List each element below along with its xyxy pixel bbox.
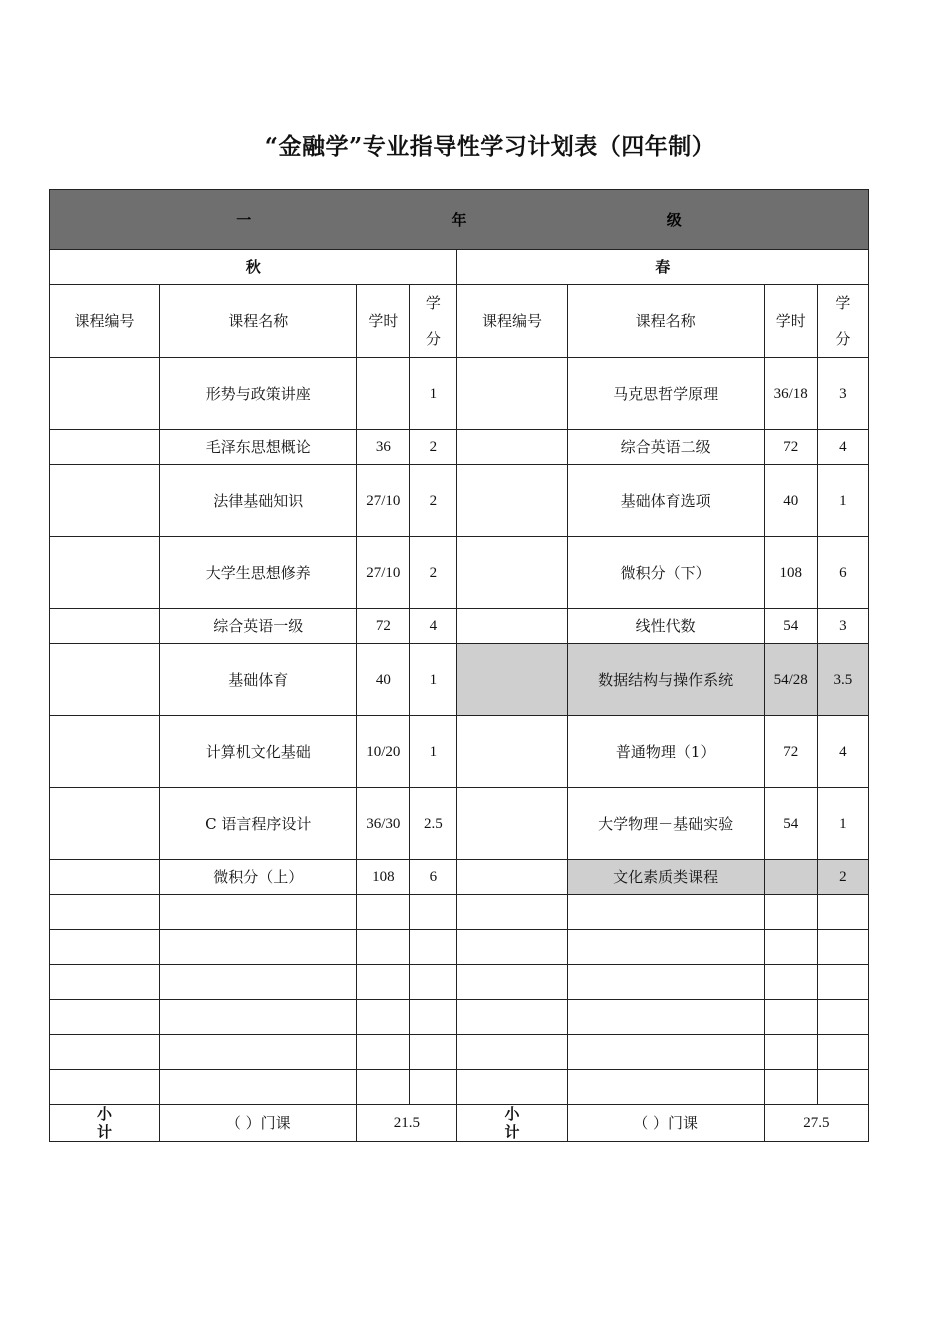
fall-hours: 36	[357, 430, 410, 465]
spring-course-name: 大学物理－基础实验	[567, 788, 764, 860]
spring-course-name: 线性代数	[567, 609, 764, 644]
spring-hours: 108	[764, 537, 817, 609]
header-hours: 学时	[764, 285, 817, 358]
fall-hours: 108	[357, 860, 410, 895]
spring-credit: 2	[817, 860, 868, 895]
grade-char-3: 级	[666, 210, 682, 229]
fall-course-name: 微积分（上）	[160, 860, 357, 895]
semester-spring: 春	[457, 250, 869, 285]
header-name: 课程名称	[567, 285, 764, 358]
header-name: 课程名称	[160, 285, 357, 358]
spring-code	[457, 860, 567, 895]
header-credit: 学分	[410, 285, 457, 358]
fall-course-count: （ ）门课	[160, 1105, 357, 1142]
spring-code	[457, 788, 567, 860]
spring-hours: 36/18	[764, 358, 817, 430]
fall-code	[50, 537, 160, 609]
semester-fall: 秋	[50, 250, 457, 285]
spring-hours	[764, 860, 817, 895]
spring-credit: 1	[817, 465, 868, 537]
table-row	[50, 609, 869, 644]
fall-course-name: 综合英语一级	[160, 609, 357, 644]
empty-row	[50, 930, 869, 965]
fall-credit: 1	[410, 644, 457, 716]
spring-course-count: （ ）门课	[567, 1105, 764, 1142]
fall-code	[50, 609, 160, 644]
fall-course-name: 毛泽东思想概论	[160, 430, 357, 465]
fall-credit: 2	[410, 430, 457, 465]
fall-hours: 36/30	[357, 788, 410, 860]
spring-course-name: 综合英语二级	[567, 430, 764, 465]
subtotal-row	[50, 1105, 869, 1142]
spring-code	[457, 537, 567, 609]
semester-row	[50, 250, 869, 285]
header-hours: 学时	[357, 285, 410, 358]
fall-credit: 2	[410, 537, 457, 609]
spring-credit: 3.5	[817, 644, 868, 716]
spring-course-name: 微积分（下）	[567, 537, 764, 609]
empty-row	[50, 1035, 869, 1070]
spring-subtotal-credit: 27.5	[764, 1105, 868, 1142]
spring-code	[457, 358, 567, 430]
fall-credit: 4	[410, 609, 457, 644]
table-row	[50, 430, 869, 465]
table-row	[50, 537, 869, 609]
fall-subtotal-credit: 21.5	[357, 1105, 457, 1142]
fall-course-name: C 语言程序设计	[160, 788, 357, 860]
header-credit: 学分	[817, 285, 868, 358]
fall-code	[50, 788, 160, 860]
table-row	[50, 716, 869, 788]
fall-course-name: 法律基础知识	[160, 465, 357, 537]
spring-hours: 40	[764, 465, 817, 537]
empty-row	[50, 965, 869, 1000]
fall-credit: 1	[410, 358, 457, 430]
grade-band-row	[50, 190, 869, 250]
fall-credit: 2.5	[410, 788, 457, 860]
header-code: 课程编号	[50, 285, 160, 358]
fall-hours: 10/20	[357, 716, 410, 788]
spring-credit: 3	[817, 358, 868, 430]
fall-code	[50, 430, 160, 465]
page-title: “金融学”专业指导性学习计划表（四年制）	[264, 133, 716, 160]
table-row	[50, 644, 869, 716]
fall-hours: 27/10	[357, 465, 410, 537]
spring-subtotal-label: 小计	[457, 1105, 567, 1142]
fall-hours	[357, 358, 410, 430]
header-code: 课程编号	[457, 285, 567, 358]
empty-row	[50, 895, 869, 930]
table-row	[50, 465, 869, 537]
fall-course-name: 计算机文化基础	[160, 716, 357, 788]
spring-course-name: 普通物理（1）	[567, 716, 764, 788]
spring-hours: 54/28	[764, 644, 817, 716]
fall-subtotal-label: 小计	[50, 1105, 160, 1142]
grade-char-1: 一	[236, 210, 252, 229]
fall-hours: 72	[357, 609, 410, 644]
spring-credit: 6	[817, 537, 868, 609]
spring-course-name: 基础体育选项	[567, 465, 764, 537]
spring-code	[457, 716, 567, 788]
grade-char-2: 年	[451, 210, 467, 229]
empty-row	[50, 1070, 869, 1105]
fall-credit: 6	[410, 860, 457, 895]
fall-code	[50, 358, 160, 430]
spring-hours: 72	[764, 716, 817, 788]
fall-hours: 27/10	[357, 537, 410, 609]
spring-credit: 4	[817, 716, 868, 788]
spring-credit: 4	[817, 430, 868, 465]
fall-course-name: 基础体育	[160, 644, 357, 716]
table-row	[50, 358, 869, 430]
fall-course-name: 大学生思想修养	[160, 537, 357, 609]
fall-course-name: 形势与政策讲座	[160, 358, 357, 430]
spring-code	[457, 644, 567, 716]
spring-hours: 54	[764, 609, 817, 644]
spring-code	[457, 430, 567, 465]
spring-credit: 3	[817, 609, 868, 644]
fall-code	[50, 860, 160, 895]
fall-code	[50, 465, 160, 537]
grade-title	[50, 190, 869, 250]
spring-credit: 1	[817, 788, 868, 860]
spring-course-name: 数据结构与操作系统	[567, 644, 764, 716]
fall-credit: 1	[410, 716, 457, 788]
fall-code	[50, 716, 160, 788]
header-row	[50, 285, 869, 358]
spring-code	[457, 465, 567, 537]
spring-course-name: 马克思哲学原理	[567, 358, 764, 430]
study-plan-table	[49, 189, 869, 1142]
fall-credit: 2	[410, 465, 457, 537]
spring-course-name: 文化素质类课程	[567, 860, 764, 895]
fall-code	[50, 644, 160, 716]
spring-hours: 54	[764, 788, 817, 860]
spring-hours: 72	[764, 430, 817, 465]
fall-hours: 40	[357, 644, 410, 716]
table-row	[50, 788, 869, 860]
spring-code	[457, 609, 567, 644]
table-row	[50, 860, 869, 895]
empty-row	[50, 1000, 869, 1035]
